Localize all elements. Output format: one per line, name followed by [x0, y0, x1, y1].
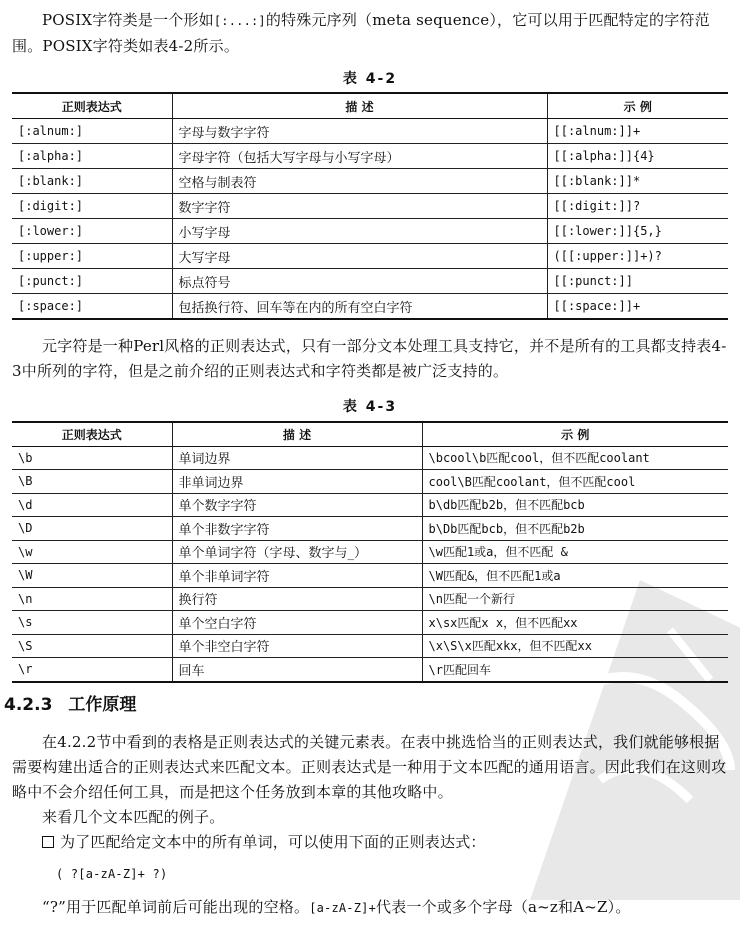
regex-cell: [:lower:]: [12, 219, 172, 244]
example-cell: b\db匹配b2b，但不匹配bcb: [422, 493, 728, 517]
section-title: 工作原理: [68, 695, 137, 715]
examples-intro: 来看几个文本匹配的例子。: [42, 808, 225, 826]
example-cell: [[:lower:]]{5,}: [547, 219, 728, 244]
table-4-2: [12, 92, 728, 320]
table-row: [12, 194, 728, 219]
description-cell: 空格与制表符: [172, 169, 547, 194]
table-row: [12, 587, 728, 611]
regex-cell: \n: [12, 587, 172, 611]
regex-cell: [:digit:]: [12, 194, 172, 219]
example-cell: [[:punct:]]: [547, 269, 728, 294]
description-cell: 单个单词字符（字母、数字与_）: [172, 540, 422, 564]
regex-cell: \B: [12, 470, 172, 494]
example-cell: b\Db匹配bcb，但不匹配b2b: [422, 517, 728, 541]
regex-cell: [:upper:]: [12, 244, 172, 269]
description-cell: 数字字符: [172, 194, 547, 219]
table-header-row: [12, 93, 728, 119]
column-header: 描 述: [172, 93, 547, 119]
example-cell: \bcool\b匹配cool，但不匹配coolant: [422, 446, 728, 470]
regex-cell: \b: [12, 446, 172, 470]
column-header: 正则表达式: [12, 422, 172, 446]
regex-cell: \s: [12, 611, 172, 635]
regex-cell: [:alnum:]: [12, 119, 172, 144]
table-body: [12, 119, 728, 320]
table-row: [12, 294, 728, 320]
section-number: 4.2.3: [4, 695, 53, 715]
example-cell: \w匹配1或a，但不匹配 &: [422, 540, 728, 564]
regex-cell: \w: [12, 540, 172, 564]
example-cell: \W匹配&，但不匹配1或a: [422, 564, 728, 588]
example-cell: cool\B匹配coolant，但不匹配cool: [422, 470, 728, 494]
table-body: [12, 446, 728, 682]
example-cell: x\sx匹配x x，但不匹配xx: [422, 611, 728, 635]
regex-cell: \r: [12, 658, 172, 682]
table-row: [12, 493, 728, 517]
description-cell: 单个非空白字符: [172, 634, 422, 658]
table-row: [12, 634, 728, 658]
example-cell: ([[:upper:]]+)?: [547, 244, 728, 269]
table-row: [12, 564, 728, 588]
description-cell: 非单词边界: [172, 470, 422, 494]
regex-cell: [:punct:]: [12, 269, 172, 294]
section-paragraph: 在4.2.2节中看到的表格是正则表达式的关键元素表。在表中挑选恰当的正则表达式，我们就能够根据需要构建出适合的正则表达式来匹配文本。正则表达式是一种用于文本匹配的通用语言。因此我们在这则攻略中不会介绍任何工具，而是把这个任务放到本章的其他攻略中。: [12, 733, 727, 801]
description-cell: 包括换行符、回车等在内的所有空白字符: [172, 294, 547, 320]
description-cell: 单个空白字符: [172, 611, 422, 635]
description-cell: 单个非数字字符: [172, 517, 422, 541]
table-row: [12, 658, 728, 682]
table-row: [12, 219, 728, 244]
example-cell: \r匹配回车: [422, 658, 728, 682]
table-header-row: [12, 422, 728, 446]
table-row: [12, 119, 728, 144]
column-header: 示 例: [547, 93, 728, 119]
regex-cell: \W: [12, 564, 172, 588]
example-cell: [[:alnum:]]+: [547, 119, 728, 144]
column-header: 正则表达式: [12, 93, 172, 119]
description-cell: 字母字符（包括大写字母与小写字母）: [172, 144, 547, 169]
example-cell: [[:digit:]]?: [547, 194, 728, 219]
table-row: [12, 269, 728, 294]
regex-cell: \S: [12, 634, 172, 658]
table-row: [12, 540, 728, 564]
column-header: 示 例: [422, 422, 728, 446]
explanation-paragraph: “?”用于匹配单词前后可能出现的空格。[a-zA-Z]+代表一个或多个字母（a~z和A~Z）。: [42, 898, 631, 916]
description-cell: 字母与数字字符: [172, 119, 547, 144]
bullet-item: 为了匹配给定文本中的所有单词，可以使用下面的正则表达式：: [42, 830, 728, 855]
table-row: [12, 244, 728, 269]
code-example: ( ?[a-zA-Z]+ ?): [56, 867, 168, 881]
description-cell: 大写字母: [172, 244, 547, 269]
example-cell: [[:blank:]]*: [547, 169, 728, 194]
table-row: [12, 144, 728, 169]
inline-code: [:...:]: [213, 14, 266, 28]
table-row: [12, 446, 728, 470]
table-row: [12, 470, 728, 494]
table-4-3: [12, 421, 728, 683]
regex-cell: [:space:]: [12, 294, 172, 320]
regex-cell: [:blank:]: [12, 169, 172, 194]
regex-cell: [:alpha:]: [12, 144, 172, 169]
description-cell: 单词边界: [172, 446, 422, 470]
table-row: [12, 169, 728, 194]
description-cell: 单个非单词字符: [172, 564, 422, 588]
description-cell: 回车: [172, 658, 422, 682]
description-cell: 换行符: [172, 587, 422, 611]
description-cell: 标点符号: [172, 269, 547, 294]
table-4-2-caption: 表 4-2: [342, 71, 398, 87]
middle-paragraph: 元字符是一种Perl风格的正则表达式，只有一部分文本处理工具支持它，并不是所有的工具都支持表4-3中所列的字符，但是之前介绍的正则表达式和字符类都是被广泛支持的。: [12, 337, 727, 380]
checkbox-bullet-icon: [42, 836, 54, 848]
column-header: 描 述: [172, 422, 422, 446]
regex-cell: \d: [12, 493, 172, 517]
example-cell: \x\S\x匹配xkx，但不匹配xx: [422, 634, 728, 658]
example-cell: [[:space:]]+: [547, 294, 728, 320]
table-row: [12, 611, 728, 635]
table-4-3-caption: 表 4-3: [342, 399, 398, 415]
table-row: [12, 517, 728, 541]
intro-paragraph: POSIX字符类是一个形如[:...:]的特殊元序列（meta sequence），它可以用于匹配特定的字符范围。POSIX字符类如表4-2所示。: [12, 11, 710, 55]
section-heading: [4, 690, 136, 715]
description-cell: 单个数字字符: [172, 493, 422, 517]
regex-cell: \D: [12, 517, 172, 541]
inline-code: [a-zA-Z]+: [309, 901, 377, 915]
description-cell: 小写字母: [172, 219, 547, 244]
example-cell: [[:alpha:]]{4}: [547, 144, 728, 169]
example-cell: \n匹配一个新行: [422, 587, 728, 611]
